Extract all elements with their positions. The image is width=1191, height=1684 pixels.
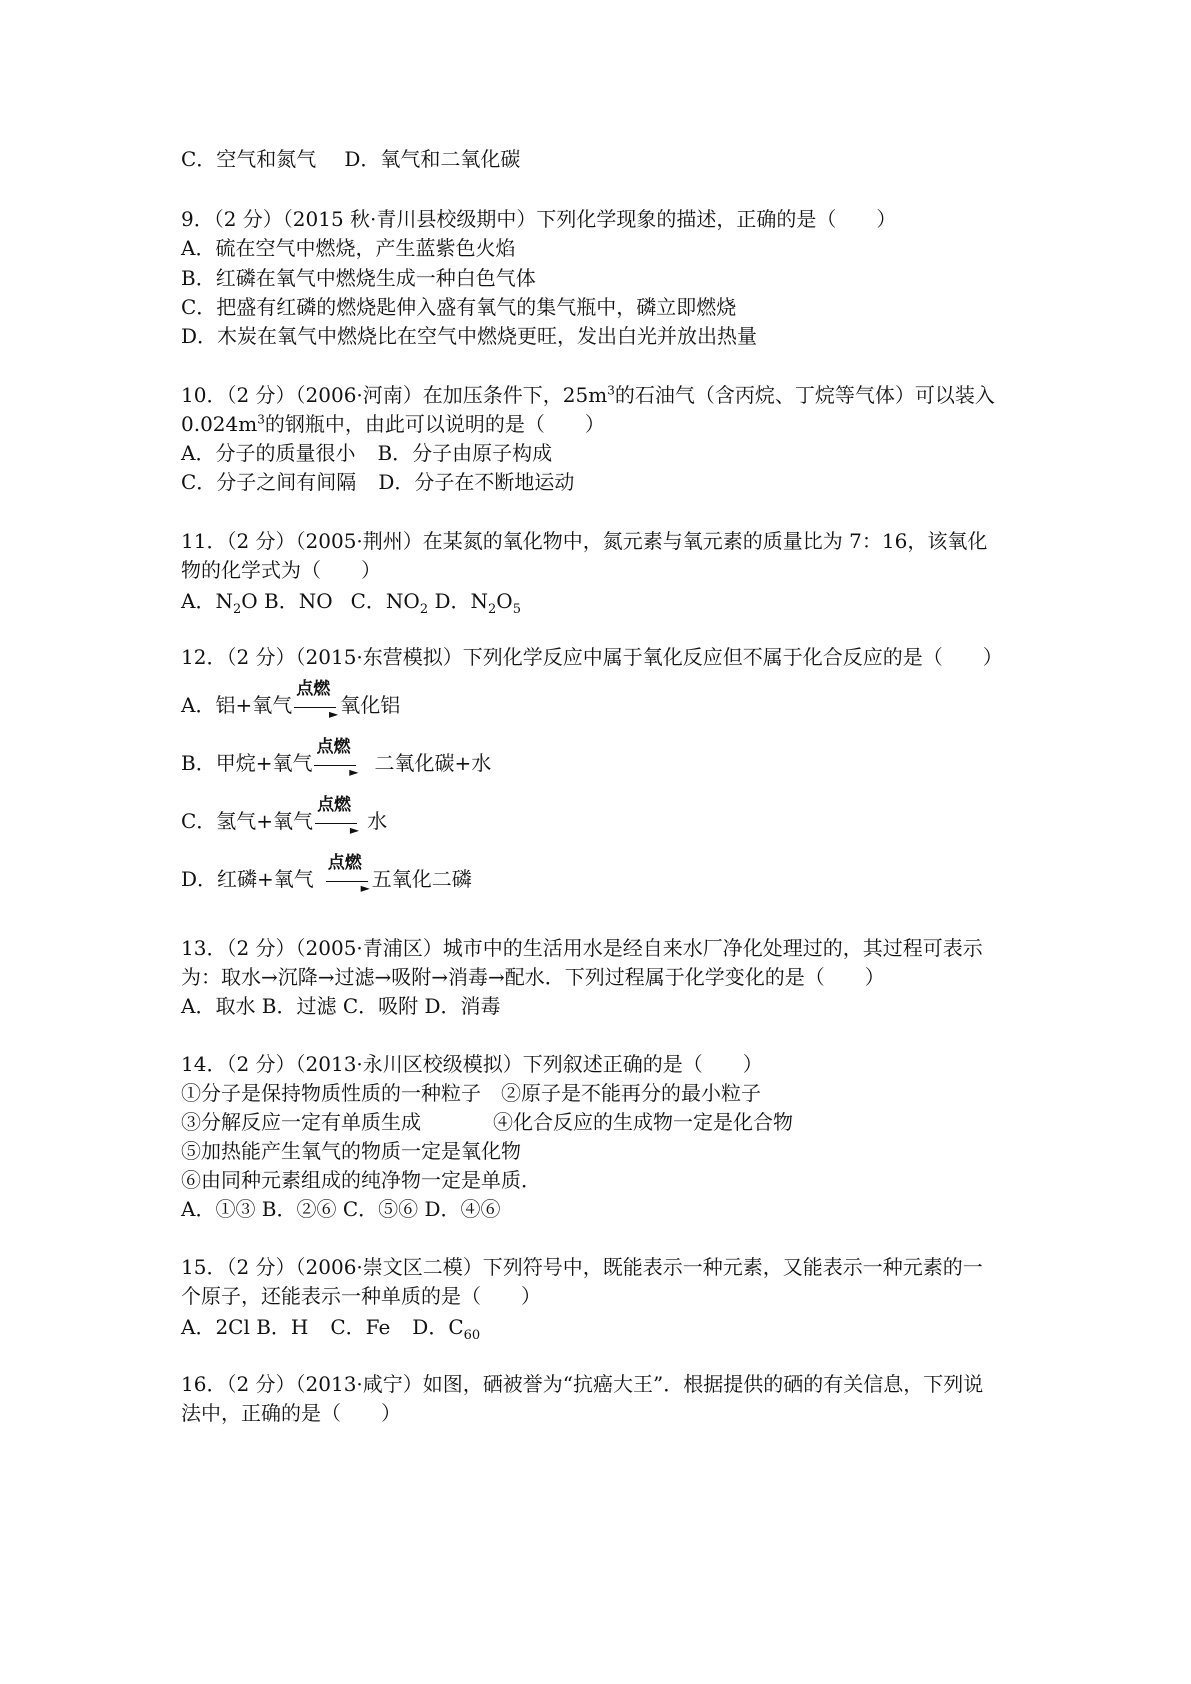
q9-option-d: D．木炭在氧气中燃烧比在空气中燃烧更旺，发出白光并放出热量 (181, 324, 758, 348)
q16-stem-line2: 法中，正确的是（ ） (181, 1401, 401, 1425)
q10-options-cd: C．分子之间有间隔 D．分子在不断地运动 (181, 470, 575, 494)
q12-option-b: B．甲烷+氧气 点燃 ► 二氧化碳+水 (181, 736, 492, 779)
q11-stem-line1: 11．（2 分）（2005·荆州）在某氮的氧化物中，氮元素与氧元素的质量比为 7：16，该氧化 (181, 529, 988, 553)
reaction-arrow-icon: 点燃 ► (316, 736, 359, 779)
q10-stem-line2: $0.024m^3$的钢瓶中，由此可以说明的是（ ） (181, 412, 605, 436)
q9-option-b: B．红磷在氧气中燃烧生成一种白色气体 (181, 266, 536, 290)
q15-options: A．2Cl B．H C．Fe D．$C_{60}$ (181, 1315, 481, 1343)
reaction-arrow-icon: 点燃 ► (296, 678, 339, 721)
q15-stem-line2: 个原子，还能表示一种单质的是（ ） (181, 1284, 541, 1308)
reaction-arrow-icon: 点燃 ► (327, 852, 370, 895)
q10-stem-line1: 10．（2 分）（2006·河南）在加压条件下，$25m^3$的石油气（含丙烷、丁烷等气体）可以装入 (181, 383, 995, 407)
q14-statement-6: ⑥由同种元素组成的纯净物一定是单质． (181, 1168, 541, 1192)
q11-options: A．$N_2O$ B．NO C．$NO_2$ D．$N_2O_5$ (181, 589, 521, 617)
q14-statements-12: ①分子是保持物质性质的一种粒子 ②原子是不能再分的最小粒子 (181, 1081, 761, 1105)
q13-stem-line1: 13．（2 分）（2005·青浦区）城市中的生活用水是经自来水厂净化处理过的，其过程可表示 (181, 936, 983, 960)
q10-options-ab: A．分子的质量很小 B．分子由原子构成 (181, 441, 553, 465)
reaction-arrow-icon: 点燃 ► (317, 794, 360, 837)
q14-statements-34: ③分解反应一定有单质生成 ④化合反应的生成物一定是化合物 (181, 1110, 793, 1134)
q15-stem-line1: 15．（2 分）（2006·崇文区二模）下列符号中，既能表示一种元素，又能表示一种元素的一 (181, 1255, 983, 1279)
q12-option-c: C．氢气+氧气 点燃 ► 水 (181, 794, 388, 837)
q14-options: A．①③ B．②⑥ C．⑤⑥ D．④⑥ (181, 1197, 501, 1221)
q14-statement-5: ⑤加热能产生氧气的物质一定是氧化物 (181, 1139, 521, 1163)
q12-option-a: A．铝+氧气 点燃 ► 氧化铝 (181, 678, 401, 721)
q9-option-c: C．把盛有红磷的燃烧匙伸入盛有氧气的集气瓶中，磷立即燃烧 (181, 295, 737, 319)
q13-stem-line2: 为：取水→沉降→过滤→吸附→消毒→配水．下列过程属于化学变化的是（ ） (181, 965, 885, 989)
q9-stem: 9．（2 分）（2015 秋·青川县校级期中）下列化学现象的描述，正确的是（ ） (181, 207, 897, 231)
q14-stem: 14．（2 分）（2013·永川区校级模拟）下列叙述正确的是（ ） (181, 1052, 763, 1076)
q9-option-a: A．硫在空气中燃烧，产生蓝紫色火焰 (181, 236, 516, 260)
q8-options: C．空气和氮气 D．氧气和二氧化碳 (181, 147, 521, 171)
q13-options: A．取水 B．过滤 C．吸附 D．消毒 (181, 994, 501, 1018)
q16-stem-line1: 16．（2 分）（2013·咸宁）如图，硒被誉为“抗癌大王”．根据提供的硒的有关信息，下列说 (181, 1372, 984, 1396)
q11-stem-line2: 物的化学式为（ ） (181, 558, 381, 582)
q12-stem: 12．（2 分）（2015·东营模拟）下列化学反应中属于氧化反应但不属于化合反应的是（ ） (181, 645, 1003, 669)
q12-option-d: D．红磷+氧气 点燃 ► 五氧化二磷 (181, 852, 472, 895)
